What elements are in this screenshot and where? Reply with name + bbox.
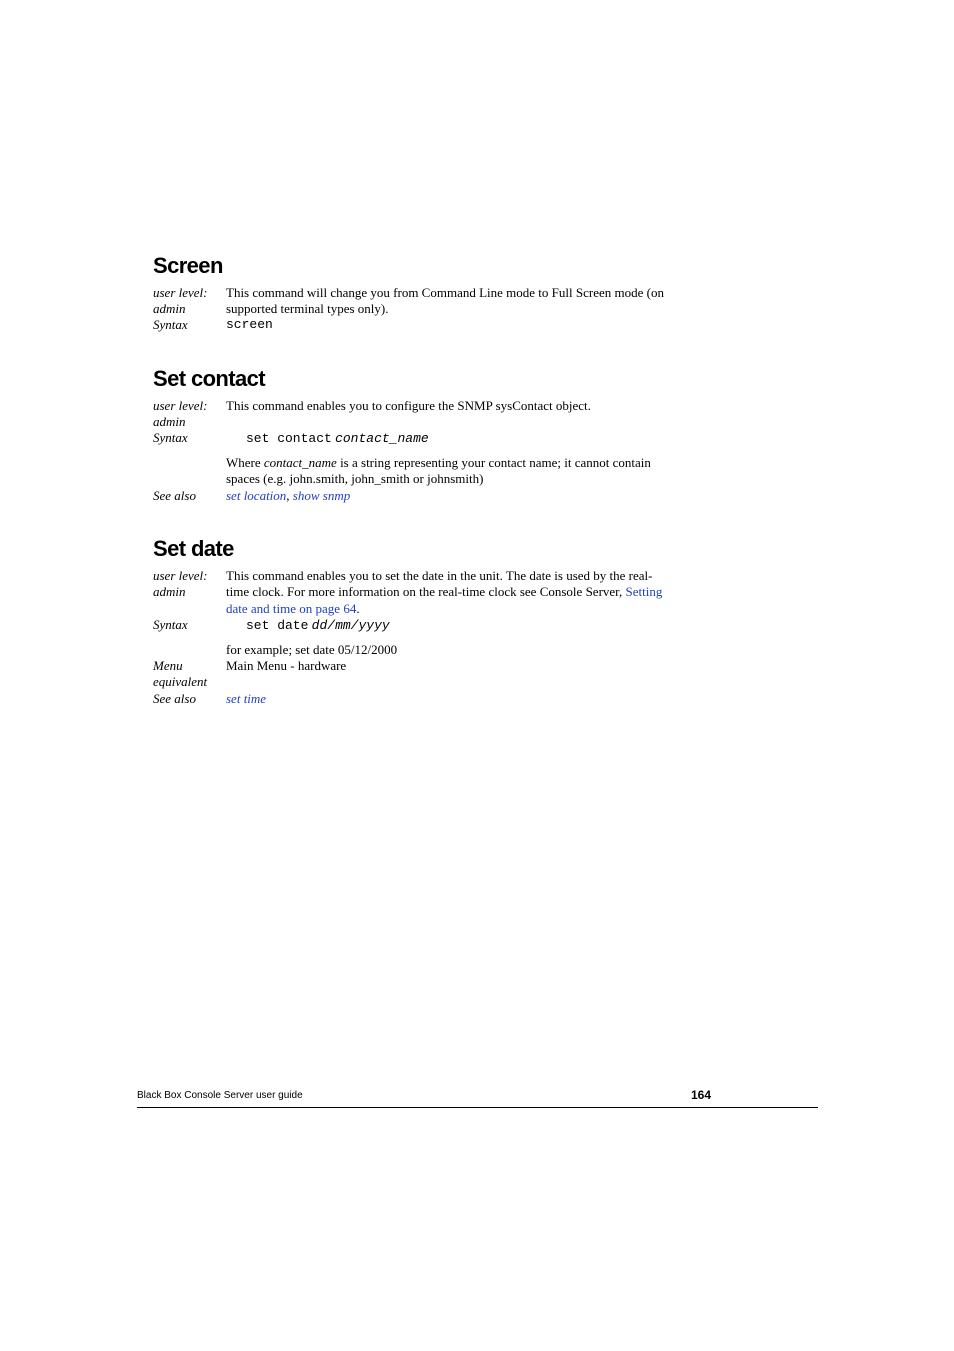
section-title-set-date: Set date [153,536,234,561]
admin-label: admin [153,414,186,429]
set-contact-syntax [246,430,429,447]
screen-syntax: screen [226,317,273,332]
syntax-command: set contact [246,431,332,446]
menu-label: Menu [153,658,183,673]
syntax-label: Syntax [153,617,188,632]
screen-description-line1: This command will change you from Command Line mode to Full Screen mode (on [226,285,664,300]
footer-title: Black Box Console Server user guide [137,1090,303,1101]
set-date-description-line3 [226,601,360,617]
link-setting-date-time-cont[interactable]: date and time on page 64 [226,601,357,616]
equivalent-label: equivalent [153,674,208,689]
set-contact-where [226,455,651,471]
where-argument: contact_name [263,455,337,470]
screen-description-line2: supported terminal types only). [226,301,389,316]
description-period: . [356,601,360,616]
set-contact-see-also [226,488,350,504]
section-title-screen: Screen [153,253,223,278]
set-date-example: for example; set date 05/12/2000 [226,642,398,657]
user-level-label: user level: [153,568,208,583]
page-number: 164 [691,1088,712,1102]
see-also-label: See also [153,488,196,503]
description-text: time clock. For more information on the real-time clock see Console Server, [226,584,623,599]
where-text: is a string representing your contact name; it cannot contain [340,455,651,470]
syntax-command: set date [246,618,309,633]
set-contact-description: This command enables you to configure the SNMP sysContact object. [226,398,591,413]
admin-label: admin [153,584,186,599]
see-also-label: See also [153,691,196,706]
syntax-label: Syntax [153,430,188,445]
syntax-argument: contact_name [335,431,429,446]
link-show-snmp[interactable]: show snmp [292,488,351,503]
link-set-time[interactable]: set time [226,691,267,706]
menu-equivalent-value: Main Menu - hardware [226,658,347,673]
see-also-separator: , [286,488,290,503]
link-set-location[interactable]: set location [226,488,287,503]
set-contact-where-line2: spaces (e.g. john.smith, john_smith or johnsmith) [226,471,484,486]
syntax-label: Syntax [153,317,188,332]
set-date-description-line1: This command enables you to set the date in the unit. The date is used by the real- [226,568,653,583]
set-date-description-line2 [226,584,662,600]
footer-divider [137,1107,818,1108]
where-text: Where [226,455,261,470]
set-date-syntax [246,617,390,634]
set-date-see-also [226,691,266,707]
admin-label: admin [153,301,186,316]
user-level-label: user level: [153,398,208,413]
section-title-set-contact: Set contact [153,366,265,391]
syntax-argument: dd/mm/yyyy [311,618,390,633]
user-level-label: user level: [153,285,208,300]
link-setting-date-time[interactable]: Setting [625,584,663,599]
